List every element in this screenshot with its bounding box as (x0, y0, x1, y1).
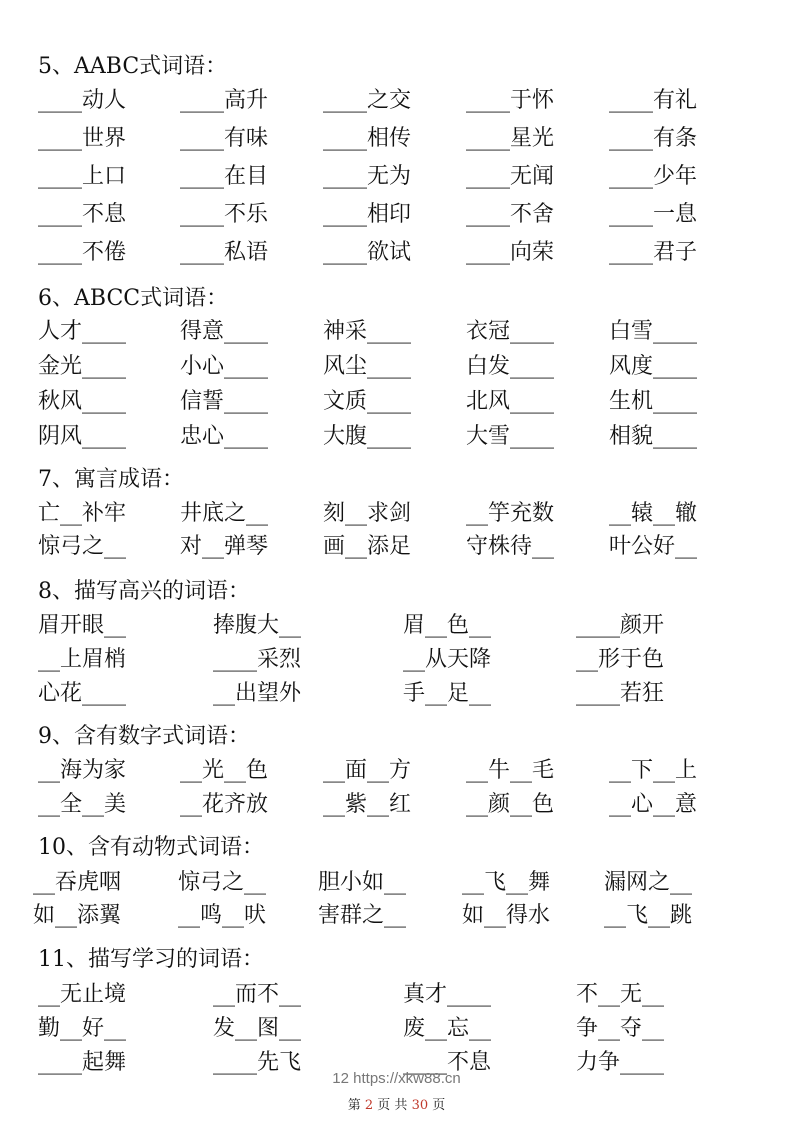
fill-in-phrase: ____不倦 (38, 240, 127, 265)
fill-in-phrase: 惊弓之__ (178, 870, 267, 895)
fill-in-phrase: 秋风____ (38, 389, 127, 414)
fill-in-phrase: __吞虎咽 (33, 870, 122, 895)
fill-in-phrase: ____少年 (609, 164, 698, 189)
fill-in-phrase: ____相传 (323, 126, 412, 151)
page-current: 2 (364, 1098, 374, 1113)
fill-in-phrase: __颜__色 (466, 792, 555, 817)
fill-in-phrase: __上眉梢 (38, 647, 127, 672)
fill-in-phrase: 金光____ (38, 354, 127, 379)
fill-in-phrase: ____上口 (38, 164, 127, 189)
fill-in-phrase: ____于怀 (466, 88, 555, 113)
fill-in-phrase: __下__上 (609, 758, 698, 783)
fill-in-phrase: 白发____ (466, 354, 555, 379)
fill-in-phrase: 漏网之__ (604, 870, 693, 895)
fill-in-phrase: 如__添翼 (33, 903, 122, 928)
fill-in-phrase: ____若狂 (576, 681, 665, 706)
fill-in-phrase: ____不息 (38, 202, 127, 227)
section-title: 8、描写高兴的词语： (38, 579, 250, 604)
fill-in-phrase: __全__美 (38, 792, 127, 817)
fill-in-phrase: __辕__辙 (609, 501, 698, 526)
fill-in-phrase: 刻__求剑 (323, 501, 412, 526)
fill-in-phrase: ____先飞 (213, 1050, 302, 1075)
fill-in-phrase: ____君子 (609, 240, 698, 265)
fill-in-phrase: 人才____ (38, 319, 127, 344)
section-title: 5、AABC式词语： (38, 54, 228, 79)
fill-in-phrase: ____采烈 (213, 647, 302, 672)
fill-in-phrase: __面__方 (323, 758, 412, 783)
fill-in-phrase: ____无闻 (466, 164, 555, 189)
fill-in-phrase: __花齐放 (180, 792, 269, 817)
fill-in-phrase: 争__夺__ (576, 1016, 665, 1041)
section-title: 11、描写学习的词语： (38, 947, 264, 972)
fill-in-phrase: ____不舍 (466, 202, 555, 227)
fill-in-phrase: __竽充数 (466, 501, 555, 526)
section-title: 7、寓言成语： (38, 467, 184, 492)
section-title: 10、含有动物式词语： (38, 835, 264, 860)
fill-in-phrase: __出望外 (213, 681, 302, 706)
fill-in-phrase: 心花____ (38, 681, 127, 706)
page-prefix: 第 (347, 1098, 361, 1113)
fill-in-phrase: 画__添足 (323, 534, 412, 559)
fill-in-phrase: ____相印 (323, 202, 412, 227)
fill-in-phrase: ____不息 (403, 1050, 492, 1075)
page-mid: 页 共 (377, 1098, 408, 1113)
fill-in-phrase: 惊弓之__ (38, 534, 127, 559)
watermark-url: 12 https://xkw88.cn (332, 1070, 461, 1087)
fill-in-phrase: __从天降 (403, 647, 492, 672)
fill-in-phrase: ____有条 (609, 126, 698, 151)
fill-in-phrase: 捧腹大__ (213, 613, 302, 638)
fill-in-phrase: 生机____ (609, 389, 698, 414)
fill-in-phrase: 眉__色__ (403, 613, 492, 638)
fill-in-phrase: 发__图__ (213, 1016, 302, 1041)
fill-in-phrase: __紫__红 (323, 792, 412, 817)
fill-in-phrase: 如__得水 (462, 903, 551, 928)
page-total: 30 (411, 1098, 429, 1113)
fill-in-phrase: 阴风____ (38, 424, 127, 449)
fill-in-phrase: 信誓____ (180, 389, 269, 414)
fill-in-phrase: ____有礼 (609, 88, 698, 113)
fill-in-phrase: 文质____ (323, 389, 412, 414)
fill-in-phrase: __飞__跳 (604, 903, 693, 928)
fill-in-phrase: ____一息 (609, 202, 698, 227)
fill-in-phrase: 小心____ (180, 354, 269, 379)
fill-in-phrase: 风尘____ (323, 354, 412, 379)
fill-in-phrase: ____之交 (323, 88, 412, 113)
fill-in-phrase: ____星光 (466, 126, 555, 151)
section-title: 6、ABCC式词语： (38, 286, 229, 311)
fill-in-phrase: __鸣__吠 (178, 903, 267, 928)
fill-in-phrase: 忠心____ (180, 424, 269, 449)
fill-in-phrase: ____在目 (180, 164, 269, 189)
fill-in-phrase: ____颜开 (576, 613, 665, 638)
fill-in-phrase: ____高升 (180, 88, 269, 113)
fill-in-phrase: 北风____ (466, 389, 555, 414)
fill-in-phrase: ____私语 (180, 240, 269, 265)
fill-in-phrase: ____向荣 (466, 240, 555, 265)
fill-in-phrase: ____欲试 (323, 240, 412, 265)
fill-in-phrase: __而不__ (213, 982, 302, 1007)
fill-in-phrase: 叶公好__ (609, 534, 698, 559)
fill-in-phrase: __心__意 (609, 792, 698, 817)
fill-in-phrase: 亡__补牢 (38, 501, 127, 526)
fill-in-phrase: 大雪____ (466, 424, 555, 449)
fill-in-phrase: __飞__舞 (462, 870, 551, 895)
fill-in-phrase: 相貌____ (609, 424, 698, 449)
fill-in-phrase: 真才____ (403, 982, 492, 1007)
fill-in-phrase: 大腹____ (323, 424, 412, 449)
fill-in-phrase: 井底之__ (180, 501, 269, 526)
fill-in-phrase: 风度____ (609, 354, 698, 379)
fill-in-phrase: 神采____ (323, 319, 412, 344)
fill-in-phrase: 守株待__ (466, 534, 555, 559)
fill-in-phrase: 白雪____ (609, 319, 698, 344)
fill-in-phrase: __牛__毛 (466, 758, 555, 783)
fill-in-phrase: ____有味 (180, 126, 269, 151)
fill-in-phrase: 勤__好__ (38, 1016, 127, 1041)
fill-in-phrase: 衣冠____ (466, 319, 555, 344)
fill-in-phrase: 力争____ (576, 1050, 665, 1075)
page-number (0, 1094, 793, 1113)
fill-in-phrase: 眉开眼__ (38, 613, 127, 638)
fill-in-phrase: 不__无__ (576, 982, 665, 1007)
fill-in-phrase: 胆小如__ (318, 870, 407, 895)
fill-in-phrase: __光__色 (180, 758, 269, 783)
fill-in-phrase: 害群之__ (318, 903, 407, 928)
fill-in-phrase: 得意____ (180, 319, 269, 344)
fill-in-phrase: __无止境 (38, 982, 127, 1007)
fill-in-phrase: 对__弹琴 (180, 534, 269, 559)
fill-in-phrase: __形于色 (576, 647, 665, 672)
fill-in-phrase: 手__足__ (403, 681, 492, 706)
fill-in-phrase: __海为家 (38, 758, 127, 783)
fill-in-phrase: ____世界 (38, 126, 127, 151)
fill-in-phrase: ____起舞 (38, 1050, 127, 1075)
fill-in-phrase: 废__忘__ (403, 1016, 492, 1041)
fill-in-phrase: ____动人 (38, 88, 127, 113)
page-suffix: 页 (432, 1098, 446, 1113)
section-title: 9、含有数字式词语： (38, 724, 250, 749)
fill-in-phrase: ____不乐 (180, 202, 269, 227)
fill-in-phrase: ____无为 (323, 164, 412, 189)
